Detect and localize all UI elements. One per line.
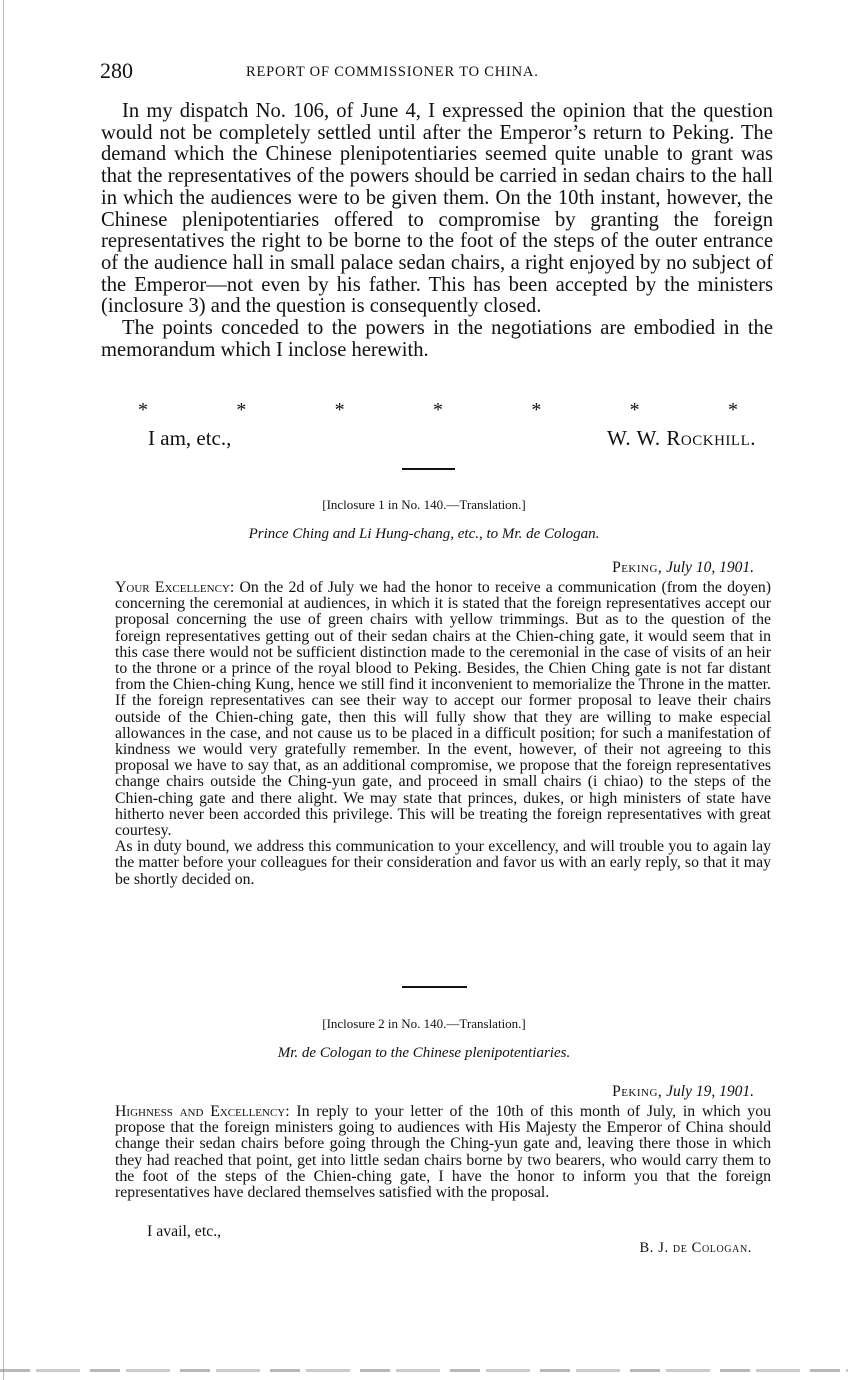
omission-stars (138, 400, 738, 420)
letter-body (115, 1104, 771, 1201)
star: * (236, 399, 247, 421)
dateline-city: Peking, (612, 1083, 663, 1100)
dateline (612, 559, 754, 577)
page-edge-smudge (0, 1369, 848, 1372)
running-head: REPORT OF COMMISSIONER TO CHINA. (246, 64, 539, 80)
inclosure-title: Prince Ching and Li Hung-chang, etc., to Mr. de Cologan. (248, 526, 600, 542)
signature-initials: W. W. (606, 426, 667, 450)
binding-edge (3, 0, 4, 1380)
section-divider (402, 986, 467, 988)
dispatch-paragraph: The points conceded to the powers in the negotiations are embodied in the memorandum which I inclose herewith. (101, 317, 773, 361)
star: * (629, 399, 640, 421)
letter-paragraph: In reply to your letter of the 10th of this month of July, in which you propose that the foreign ministers going to audiences with His Majesty the Emperor of China should change their sedan chairs before going through the Ching-yun gate and, leaving there those in which they had reached that point, get into little sedan chairs borne by two bearers, who would carry them to the foot of the steps of the Chien-ching gate, I have the honor to inform you that the foreign representatives have declared themselves satisfied with the proposal. (115, 1103, 771, 1202)
salutation: Highness and Excellency: (115, 1103, 290, 1120)
signature-name: Rockhill. (666, 426, 756, 450)
dispatch-paragraph: In my dispatch No. 106, of June 4, I expressed the opinion that the question would not be completely settled until after the Emperor’s return to Peking. The demand which the Chinese plenipotentiaries seemed quite unable to grant was that the representatives of the powers should be carried in sedan chairs to the hall in which the audiences were to be given them. On the 10th instant, however, the Chinese plenipotentiaries offered to compromise by granting the foreign representatives the right to be borne to the foot of the steps of the outer entrance of the audience hall in small palace sedan chairs, a right enjoyed by no subject of the Emperor—not even by his father. This has been accepted by the ministers (inclosure 3) and the question is consequently closed. (101, 100, 773, 318)
star: * (531, 399, 542, 421)
star: * (138, 399, 148, 421)
letter-paragraph: On the 2d of July we had the honor to receive a communication (from the doyen) concerning the ceremonial at audiences, in which it is stated that the foreign representatives accept our proposal concerning the use of green chairs with yellow trimmings. But as to the question of the foreign representatives getting out of their sedan chairs at the Chien-ching gate, it would seem that in this case there would not be sufficient distinction made to the ceremonial in the case of visits of an heir to the throne or a prince of the royal blood to Peking. Besides, the Chien Ching gate is not far distant from the Chien-ching Kung, hence we still find it inconvenient to memorialize the Throne in the matter. (115, 579, 771, 694)
salutation: Your Excellency: (115, 579, 235, 596)
inclosure-heading: [Inclosure 2 in No. 140.—Translation.] (322, 1016, 526, 1031)
star: * (432, 399, 443, 421)
dateline-date: July 10, 1901. (666, 559, 754, 576)
dispatch-body (101, 101, 773, 361)
inclosure-title: Mr. de Cologan to the Chinese plenipotentiaries. (277, 1045, 571, 1061)
signature: B. J. de Cologan. (639, 1240, 752, 1256)
closing-formula: I avail, etc., (147, 1223, 222, 1240)
section-divider (402, 468, 455, 470)
dateline-city: Peking, (612, 559, 663, 576)
page-number: 280 (100, 58, 133, 83)
closing-formula: I am, etc., (148, 426, 232, 450)
letter-paragraph: If the foreign representatives can see their way to accept our former proposal to leave their chairs outside of the Chien-ching gate, then this will fully show that they are willing to make especial allowances in the case, and not cause us to be placed in a difficult position; for such a manifestation of kindness we would very gratefully remember. In the event, however, of their not agreeing to this proposal we have to say that, as an additional compromise, we propose that the foreign representatives change chairs outside the Ching-yun gate, and proceed in small chairs (i chiao) to the steps of the Chien-ching gate and there alight. We may state that princes, dukes, or high ministers of state have hitherto never been accorded this privilege. This will be treating the foreign representatives with great courtesy. (115, 692, 771, 840)
letter-paragraph: As in duty bound, we address this communication to your excellency, and will trouble you to again lay the matter before your colleagues for their consideration and favor us with an early reply, so that it may be shortly decided on. (115, 838, 771, 888)
dateline-date: July 19, 1901. (666, 1083, 754, 1100)
signature (607, 426, 756, 451)
dateline (612, 1083, 754, 1101)
star: * (727, 399, 738, 421)
letter-body (115, 580, 771, 888)
page-header (100, 58, 780, 88)
star: * (334, 399, 345, 421)
inclosure-heading: [Inclosure 1 in No. 140.—Translation.] (322, 497, 526, 512)
